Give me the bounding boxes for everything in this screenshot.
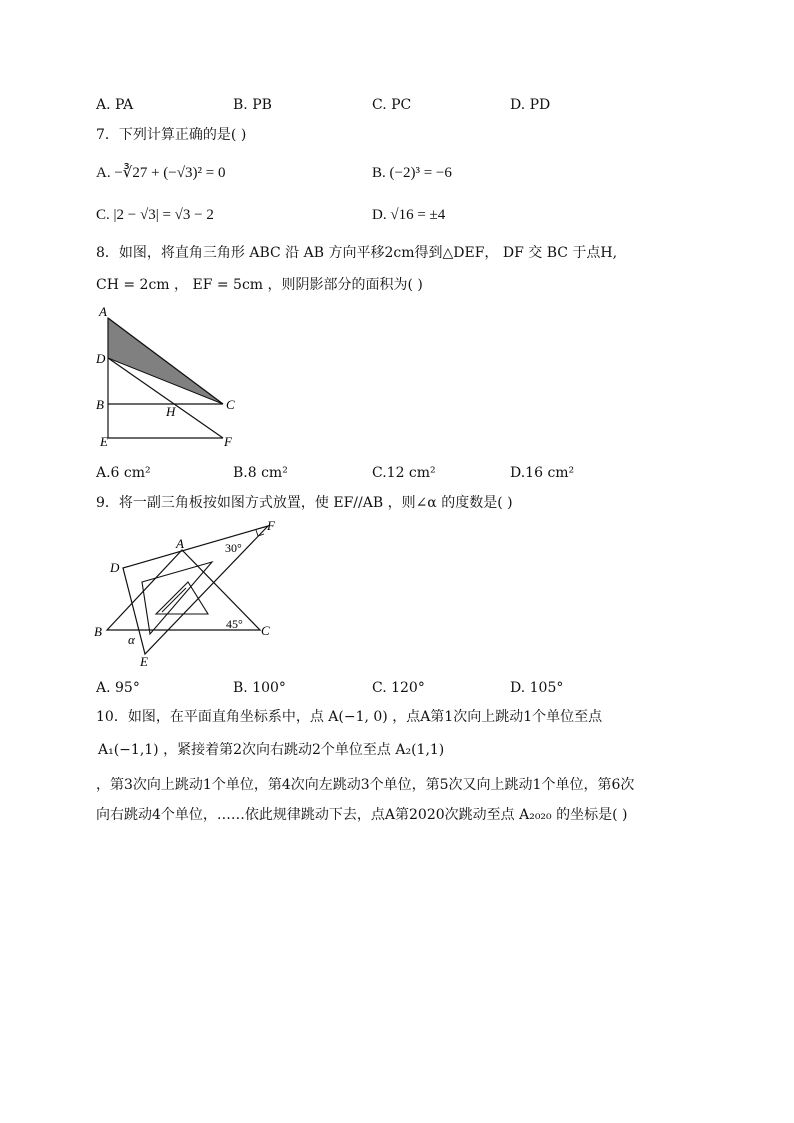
q9-inner-cutout-abc (156, 582, 208, 614)
q9-option-a: A. 95° (96, 680, 140, 696)
q9-option-b: B. 100° (233, 680, 286, 696)
q6-option-b: B. PB (233, 97, 272, 113)
q7-option-a: A. −∛27 + (−√3)² = 0 (96, 165, 226, 181)
q9-option-d: D. 105° (510, 680, 564, 696)
q9-stem: 9．将一副三角板按如图方式放置，使 EF//AB ，则∠α 的度数是( ) (96, 495, 513, 511)
q9-label-45deg: 45° (226, 617, 243, 631)
q7-option-b: B. (−2)³ = −6 (372, 165, 452, 181)
q6-option-d: D. PD (510, 97, 551, 113)
q8-option-b: B.8 cm² (233, 465, 288, 481)
q7-option-d: D. √16 = ±4 (372, 207, 446, 223)
q7-stem: 7．下列计算正确的是( ) (96, 127, 247, 143)
q8-option-d: D.16 cm² (510, 465, 575, 481)
q9-label-f: F (267, 518, 275, 533)
q8-stem-line1: 8．如图，将直角三角形 ABC 沿 AB 方向平移2cm得到△DEF， DF 交 BC 于点H, (96, 245, 618, 261)
q9-figure (90, 516, 290, 672)
q7-option-c: C. |2 − √3| = √3 − 2 (96, 207, 214, 223)
q10-stem-line2: A₁(−1,1) ，紧接着第2次向右跳动2个单位至点 A₂(1,1) (98, 742, 445, 758)
q8-label-f: F (224, 434, 232, 449)
q9-label-c: C (261, 623, 270, 638)
q8-label-e: E (100, 434, 108, 449)
q8-stem-line2: CH = 2cm ， EF = 5cm ，则阴影部分的面积为( ) (96, 277, 423, 293)
q9-label-b: B (94, 624, 102, 639)
q10-stem-line4: 向右跳动4个单位，……依此规律跳动下去，点A第2020次跳动至点 A₂₀₂₀ 的坐标是( ) (96, 807, 628, 823)
q8-label-d: D (96, 351, 106, 366)
q9-label-e: E (140, 654, 148, 669)
q8-option-a: A.6 cm² (96, 465, 151, 481)
q8-label-c: C (226, 397, 235, 412)
q10-stem-line3: ，第3次向上跳动1个单位，第4次向左跳动3个单位，第5次又向上跳动1个单位，第6次 (96, 777, 635, 793)
q9-option-c: C. 120° (372, 680, 425, 696)
q8-option-c: C.12 cm² (372, 465, 436, 481)
q10-stem-line1: 10．如图，在平面直角坐标系中，点 A(−1, 0) ，点A第1次向上跳动1个单位至点 (96, 709, 603, 725)
q8-label-a: A (99, 304, 107, 319)
q9-label-d: D (110, 560, 120, 575)
q6-option-a: A. PA (96, 97, 134, 113)
q8-label-h: H (166, 404, 176, 419)
q9-label-a: A (176, 536, 184, 551)
q8-label-b: B (96, 397, 104, 412)
q9-label-alpha: α (128, 632, 135, 647)
q9-inner-cutout-def (142, 562, 212, 634)
q8-figure (90, 300, 250, 452)
q6-option-c: C. PC (372, 97, 412, 113)
q9-label-30deg: 30° (225, 541, 242, 555)
